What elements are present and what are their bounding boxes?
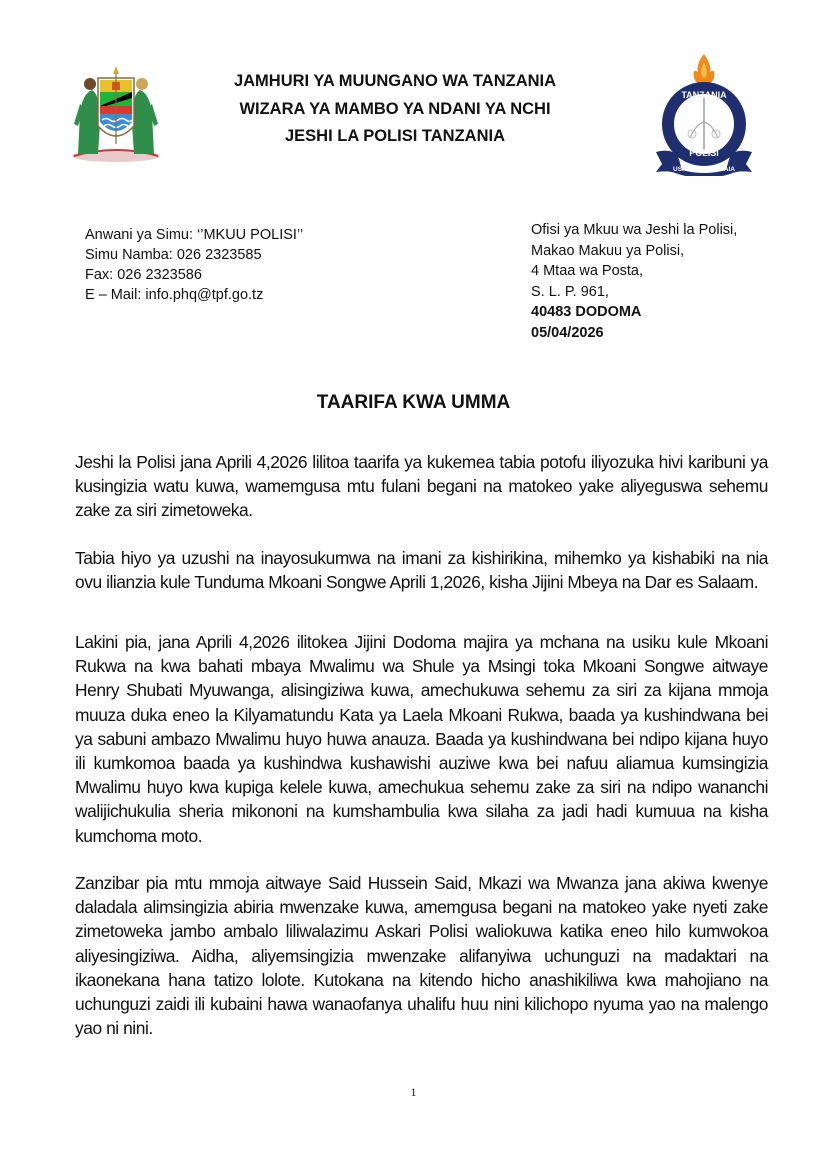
body-paragraph: Tabia hiyo ya uzushi na inayosukumwa na imani za kishirikina, mihemko ya kishabiki na nia ovu ilianzia kule Tunduma Mkoani Songwe Aprili 1,2026, kisha Jijini Mbeya na Dar es Salaam.	[75, 548, 768, 593]
ministry-title: WIZARA YA MAMBO YA NDANI YA NCHI	[239, 99, 551, 118]
tanzania-police-emblem-icon	[652, 52, 756, 176]
body-paragraph: Jeshi la Polisi jana Aprili 4,2026 lilitoa taarifa ya kukemea tabia potofu iliyozuka hivi karibuni ya kusingizia watu kuwa, wamemgusa mtu fulani begani na matokeo yake aliyeguswa sehemu zake za siri zimetoweka.	[75, 452, 768, 521]
address-line: Makao Makuu ya Polisi,	[531, 242, 685, 259]
svg-text:USALAMA WA RAIA: USALAMA WA RAIA	[673, 166, 735, 173]
phone-number: Simu Namba: 026 2323585	[85, 247, 262, 263]
address-line: Ofisi ya Mkuu wa Jeshi la Polisi,	[531, 222, 738, 238]
contact-details	[85, 225, 303, 305]
body-paragraph: Zanzibar pia mtu mmoja aitwaye Said Hussein Said, Mkazi wa Mwanza jana akiwa kwenye daladala alimsingizia abiria mwenzake kuwa, amemgusa begani na matokeo yake nyeti zake zimetoweka jambo ambalo liliwalazimu Askari Polisi waliokuwa katika eneo hilo kumwokoa aliyesingiziwa. Aidha, aliyemsingizia mwenzake alifanyiwa uchunguzi na madaktari na ikaonekana hana tatizo lolote. Kutokana na kitendo hicho anashikiliwa kwa mahojiano na uchunguzi zaidi ili kubaini hawa wanaofanya uhalifu huu nini kilichopo nyuma yao na malengo yao ni nini.	[75, 873, 768, 1039]
police-force-title: JESHI LA POLISI TANZANIA	[284, 127, 505, 145]
document-title: TAARIFA KWA UMMA	[316, 392, 511, 413]
republic-title: JAMHURI YA MUUNGANO WA TANZANIA	[233, 72, 557, 90]
svg-text:POLISI: POLISI	[689, 148, 719, 158]
body-paragraph: Lakini pia, jana Aprili 4,2026 ilitokea Jijini Dodoma majira ya mchana na usiku kule Mkoani Rukwa na kwa bahati mbaya Mwalimu wa Shule ya Msingi toka Mkoani Songwe aitwaye Henry Shubati Myuwanga, alisingiziwa kuwa, amechukuwa sehemu za siri za kijana mmoja muuza duka eneo la Kilyamatundu Kata ya Laela Mkoani Rukwa, baada ya kushindwana bei ya sabuni ambazo Mwalimu huyo huwa anauza. Baada ya kushindwana bei ndipo kijana huyo ili kumkomoa baada ya kushindwa kushawishi auziwe kwa bei nafuu aliamua kumsingizia Mwalimu huyo kwa kupiga kelele kuwa, amechukua sehemu zake za siri na ndipo wananchi walijichukulia sheria mikononi na kumshambulia kwa silaha za jadi hadi kumuua na kisha kumchoma moto.	[75, 632, 768, 846]
address-line: 4 Mtaa wa Posta,	[531, 263, 644, 279]
po-box: S. L. P. 961,	[531, 283, 609, 300]
document-date: 05/04/2026	[531, 324, 604, 341]
coat-of-arms-icon	[68, 64, 164, 164]
telegraphic-address: Anwani ya Simu: ‘’MKUU POLISI’’	[85, 227, 304, 243]
page-number: 1	[410, 1085, 417, 1099]
letterhead-titles	[180, 68, 610, 151]
email-address: E – Mail: info.phq@tpf.go.tz	[85, 287, 264, 303]
office-address	[531, 220, 737, 343]
fax-number: Fax: 026 2323586	[85, 267, 202, 283]
postcode-city: 40483 DODOMA	[531, 304, 642, 320]
svg-text:TANZANIA: TANZANIA	[681, 90, 727, 100]
